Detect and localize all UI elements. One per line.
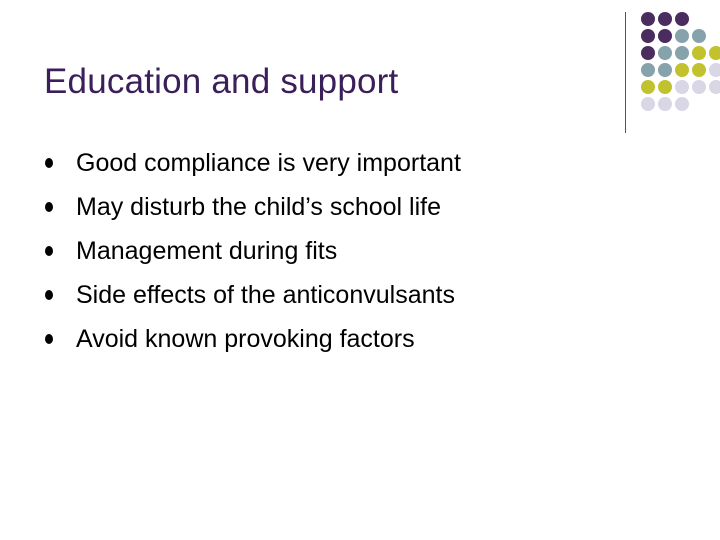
bullet-item xyxy=(45,141,461,185)
bullet-item xyxy=(45,273,461,317)
decorative-dot xyxy=(675,12,689,26)
bullet-dot-icon xyxy=(45,202,53,212)
decorative-dot xyxy=(641,97,655,111)
bullet-text: Management during fits xyxy=(76,236,338,265)
decorative-dot xyxy=(709,80,720,94)
bullet-dot-icon xyxy=(45,158,53,168)
decorative-dot xyxy=(675,97,689,111)
decorative-dot xyxy=(692,29,706,43)
bullet-text: Avoid known provoking factors xyxy=(76,324,415,353)
decorative-dot xyxy=(675,63,689,77)
decorative-dot xyxy=(658,63,672,77)
bullet-text: Good compliance is very important xyxy=(76,148,461,177)
bullet-list xyxy=(45,141,461,361)
bullet-text: Side effects of the anticonvulsants xyxy=(76,280,455,309)
bullet-item xyxy=(45,317,461,361)
decorative-dot xyxy=(692,80,706,94)
bullet-text: May disturb the child’s school life xyxy=(76,192,441,221)
decorative-dot xyxy=(641,29,655,43)
decorative-dot xyxy=(658,97,672,111)
decorative-dot xyxy=(658,29,672,43)
bullet-dot-icon xyxy=(45,246,53,256)
decorative-dot xyxy=(641,12,655,26)
vertical-divider xyxy=(625,12,626,133)
decorative-dot xyxy=(658,80,672,94)
decorative-dot xyxy=(692,46,706,60)
decorative-dot xyxy=(709,63,720,77)
decorative-dot xyxy=(675,80,689,94)
decorative-dot xyxy=(675,46,689,60)
decorative-dot xyxy=(692,63,706,77)
decorative-dot xyxy=(675,29,689,43)
decorative-dot xyxy=(641,63,655,77)
decorative-dot xyxy=(641,46,655,60)
bullet-item xyxy=(45,229,461,273)
bullet-item xyxy=(45,185,461,229)
decorative-dot xyxy=(641,80,655,94)
bullet-dot-icon xyxy=(45,290,53,300)
decorative-dot xyxy=(658,12,672,26)
decorative-dot xyxy=(658,46,672,60)
slide-title: Education and support xyxy=(44,62,399,101)
decorative-dot xyxy=(709,46,720,60)
bullet-dot-icon xyxy=(45,334,53,344)
